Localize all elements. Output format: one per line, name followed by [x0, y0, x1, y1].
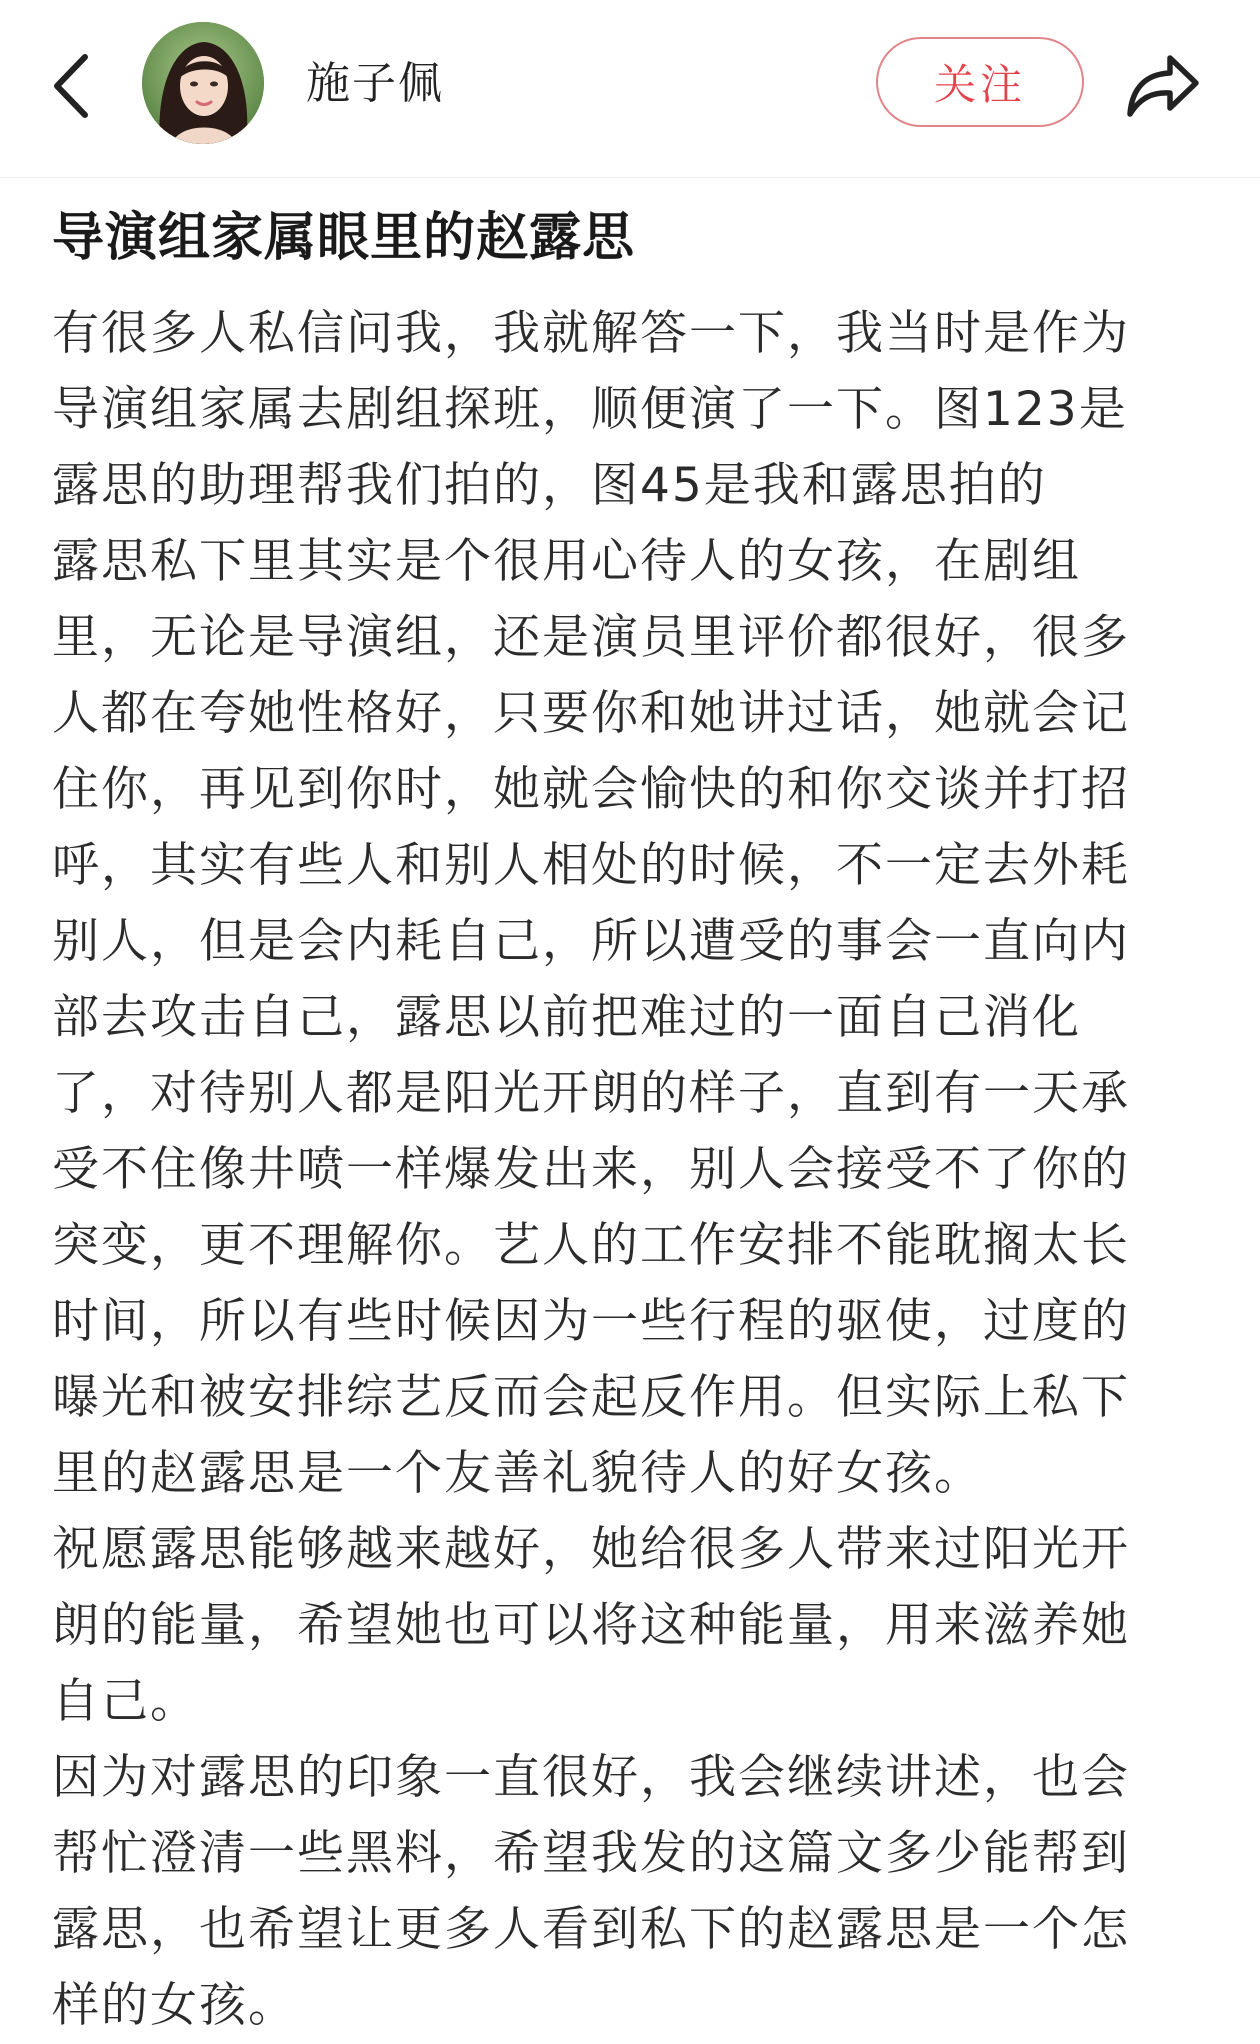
article-title: 导演组家属眼里的赵露思	[52, 208, 636, 268]
chevron-left-icon	[51, 53, 91, 119]
back-button[interactable]	[38, 44, 104, 128]
share-arrow-icon	[1124, 50, 1202, 120]
author-name[interactable]: 施子佩	[306, 58, 444, 109]
share-button[interactable]	[1118, 42, 1208, 128]
avatar[interactable]	[142, 22, 264, 144]
top-bar	[0, 0, 1260, 178]
article	[52, 188, 1202, 2044]
avatar-image	[142, 22, 264, 144]
follow-button[interactable]	[876, 37, 1084, 127]
article-body: 有很多人私信问我，我就解答一下，我当时是作为 导演组家属去剧组探班，顺便演了一下。图123是 露思的助理帮我们拍的，图45是我和露思拍的 露思私下里其实是个很用心待人的女孩，在剧组 里，无论是导演组，还是演员里评价都很好，很多 人都在夸她性格好，只要你和她讲过话，她就会记 住你，再见到你时，她就会愉快的和你交谈并打招 呼，其实有些人和别人相处的时候，不一定去外耗 别人，但是会内耗自己，所以遭受的事会一直向内 部去攻击自己，露思以前把难过的一面自己消化 了，对待别人都是阳光开朗的样子，直到有一天承 受不住像井喷一样爆发出来，别人会接受不了你的 突变，更不理解你。艺人的工作安排不能耽搁太长 时间，所以有些时候因为一些行程的驱使，过度的 曝光和被安排综艺反而会起反作用。但实际上私下 里的赵露思是一个友善礼貌待人的好女孩。 祝愿露思能够越来越好，她给很多人带来过阳光开 朗的能量，希望她也可以将这种能量，用来滋养她 自己。 因为对露思的印象一直很好，我会继续讲述，也会 帮忙澄清一些黑料，希望我发的这篇文多少能帮到 露思，也希望让更多人看到私下的赵露思是一个怎 样的女孩。	[52, 306, 1130, 2033]
follow-button-label: 关注	[933, 60, 1026, 109]
